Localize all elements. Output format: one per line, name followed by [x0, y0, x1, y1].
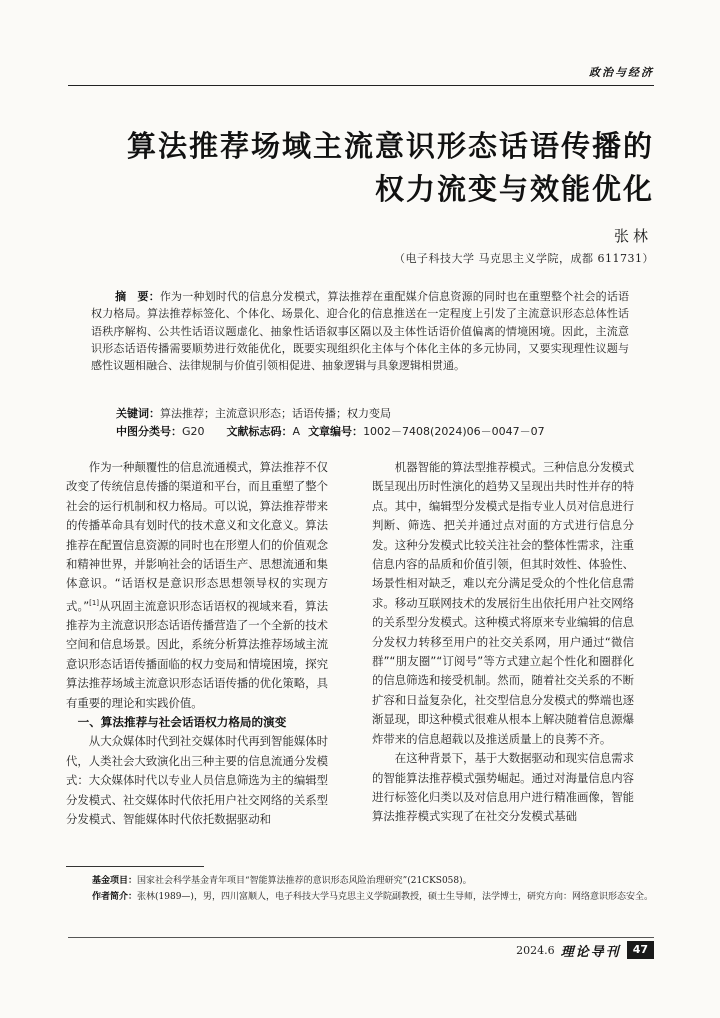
abstract — [91, 288, 629, 374]
author-bio-label: 作者简介： — [92, 892, 138, 902]
header-rule — [68, 85, 654, 86]
funding-text: 国家社会科学基金青年项目“智能算法推荐的意识形态风险治理研究”(21CKS058)。 — [137, 876, 472, 886]
funding-note — [92, 874, 654, 889]
author-bio-text: 张林(1989—)，男，四川富顺人，电子科技大学马克思主义学院副教授，硕士生导师，法学博士，研究方向：网络意识形态安全。 — [137, 892, 653, 902]
page-footer — [516, 941, 654, 959]
citation-ref: [1] — [89, 598, 100, 607]
article-number-label: 文章编号： — [308, 425, 364, 438]
author-bio-note — [92, 890, 654, 905]
classification-line — [116, 423, 545, 439]
author-name: 张林 — [613, 227, 652, 245]
keywords-label: 关键词： — [116, 407, 160, 420]
body-paragraph: 作为一种颠覆性的信息流通模式，算法推荐不仅改变了传统信息传播的渠道和平台，而且重塑了整个社会的运行机制和权力格局。可以说，算法推荐带来的传播革命具有划时代的技术意义和文化意义。算法推荐在配置信息资源的同时也在形塑人们的价值观念和精神世界，并影响社会的话语生产、思想流通和集体意识。“话语权是意识形态思想领导权的实现方式。”[1]从巩固主流意识形态话语权的视域来看，算法推荐为主流意识形态话语传播营造了一个全新的技术空间和信息场景。因此，系统分析算法推荐场域主流意识形态话语传播面临的权力变局和情境困境，探究算法推荐场域主流意识形态话语传播的优化策略，具有重要的理论和实践价值。 — [66, 460, 329, 710]
body-paragraph: 在这种背景下，基于大数据驱动和现实信息需求的智能算法推荐模式强势崛起。通过对海量信息内容进行标签化归类以及对信息用户进行精准画像，智能算法推荐模式实现了在社交分发模式基础 — [372, 751, 635, 824]
section-label: 政治与经济 — [589, 66, 654, 79]
issue-date: 2024.6 — [516, 943, 555, 957]
keywords-text: 算法推荐；主流意识形态；话语传播；权力变局 — [160, 407, 391, 420]
article-title-line-2: 权力流变与效能优化 — [374, 172, 654, 206]
journal-name: 理论导刊 — [560, 944, 621, 960]
article-title-line-1: 算法推荐场域主流意识形态话语传播的 — [126, 129, 654, 163]
cls-label: 中图分类号： — [116, 425, 182, 438]
doc-code-value: A — [292, 425, 301, 438]
funding-label: 基金项目： — [92, 876, 138, 886]
section-heading: 一、算法推荐与社会话语权力格局的演变 — [77, 715, 287, 730]
body-column-right — [372, 458, 634, 827]
article-number-value: 1002－7408(2024)06－0047－07 — [363, 425, 545, 438]
footer-rule — [68, 937, 654, 938]
author-affiliation: （电子科技大学 马克思主义学院，成都 611731） — [394, 252, 654, 265]
doc-code-label: 文献标志码： — [226, 425, 293, 438]
cls-value: G20 — [182, 425, 205, 438]
abstract-text: 作为一种划时代的信息分发模式，算法推荐在重配媒介信息资源的同时也在重塑整个社会的话语权力格局。算法推荐标签化、个体化、场景化、迎合化的信息推送在一定程度上引发了主流意识形态总体性话语秩序解构、公共性话语议题虚化、抽象性话语叙事区隔以及主体性话语价值偏离的情境困境。因此，主流意识形态话语传播需要顺势进行效能优化，既要实现组织化主体与个体化主体的多元协同，又要实现理性议题与感性议题相融合、法律规制与价值引领相促进、抽象逻辑与具象逻辑相贯通。 — [91, 290, 630, 373]
body-paragraph: 机器智能的算法型推荐模式。三种信息分发模式既呈现出历时性演化的趋势又呈现出共时性并存的特点。其中，编辑型分发模式是指专业人员对信息进行判断、筛选、把关并通过点对面的方式进行信息分发。这种分发模式比较关注社会的整体性需求，注重信息内容的品质和价值引领，但其时效性、体验性、场景性相对缺乏，难以充分满足受众的个性化信息需求。移动互联网技术的发展衍生出依托用户社交网络的关系型分发模式。这种模式将原来专业编辑的信息分发权力转移至用户的社交关系网，用户通过“微信群”“朋友圈”“订阅号”等方式建立起个性化和圈群化的信息筛选和接受机制。然而，随着社交关系的不断扩容和日益复杂化，社交型信息分发模式的弊端也逐渐显现，即这种模式很难从根本上解决随着信息源爆炸带来的信息超载以及推送质量上的良莠不齐。 — [372, 460, 635, 746]
body-column-left — [66, 458, 328, 830]
footnote-rule — [66, 866, 204, 867]
abstract-label: 摘 要： — [115, 290, 160, 303]
keywords — [116, 405, 391, 421]
body-paragraph: 从大众媒体时代到社交媒体时代再到智能媒体时代，人类社会大致演化出三种主要的信息流通分发模式：大众媒体时代以专业人员信息筛选为主的编辑型分发模式、社交媒体时代依托用户社交网络的关系型分发模式、智能媒体时代依托数据驱动和 — [66, 734, 329, 827]
page-number: 47 — [627, 941, 654, 959]
